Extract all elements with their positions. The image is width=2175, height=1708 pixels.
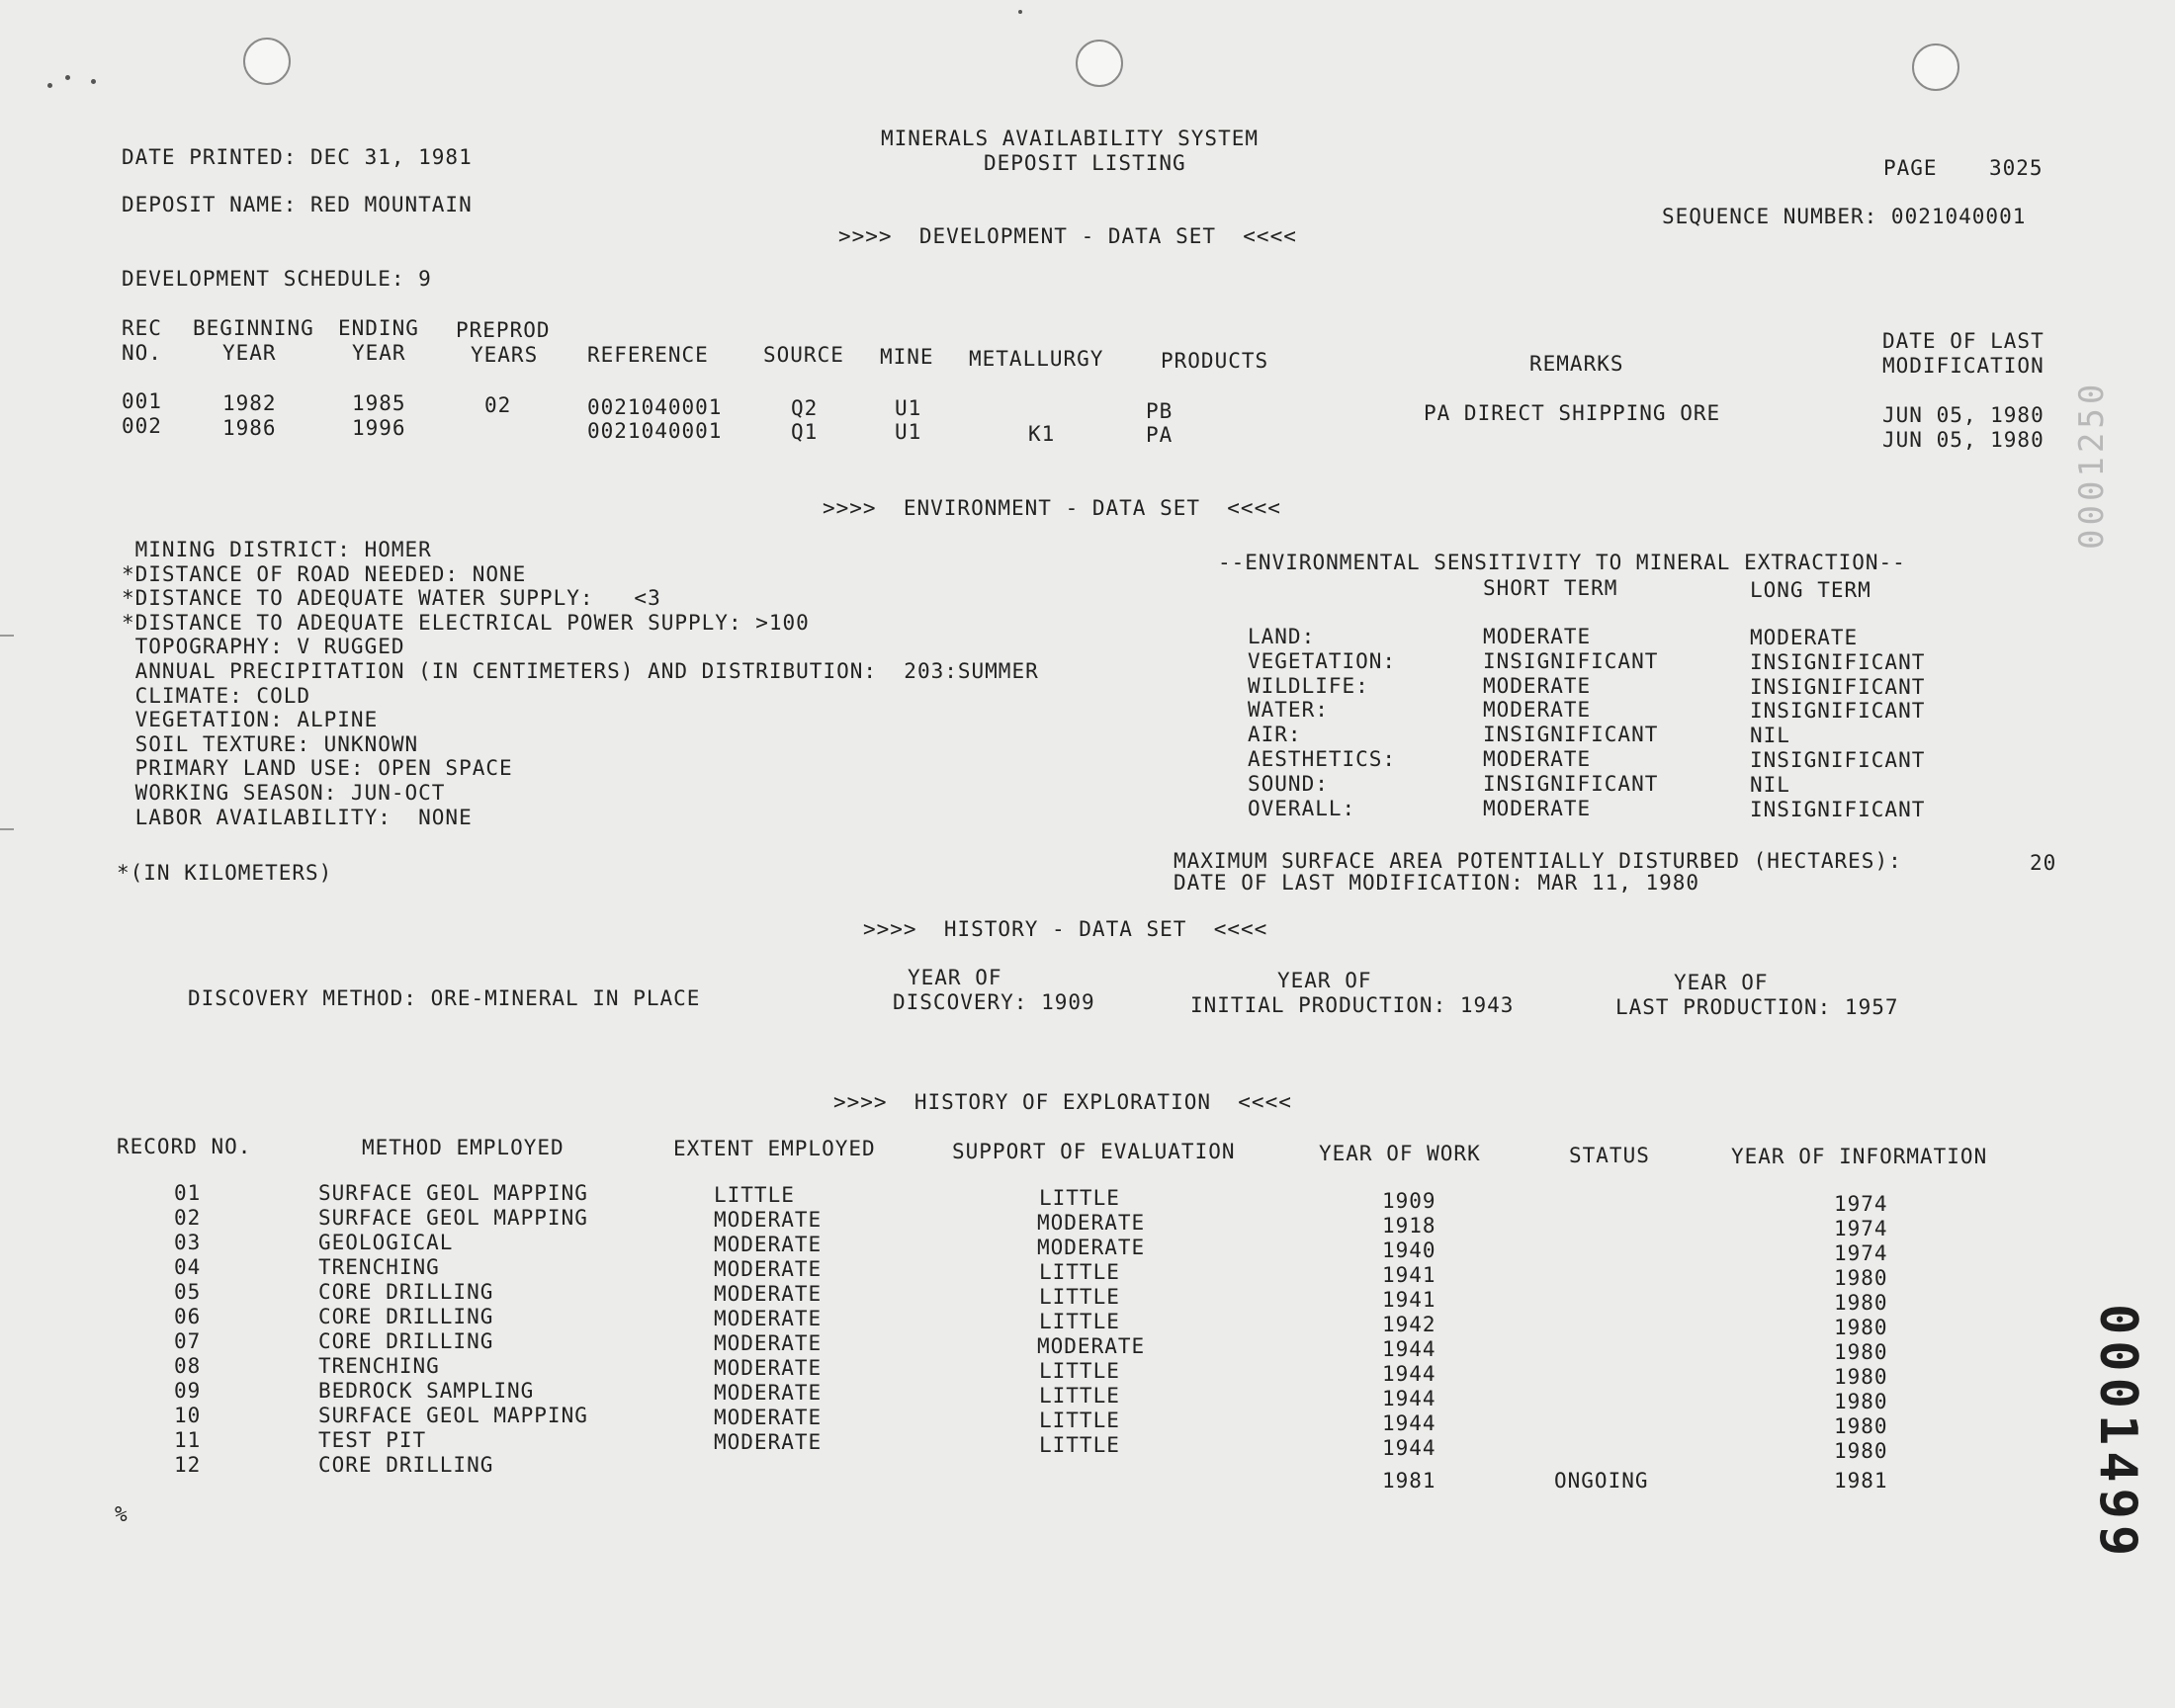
sensitivity-long-term: INSIGNIFICANT (1750, 748, 1926, 772)
sensitivity-short-term: INSIGNIFICANT (1483, 723, 1659, 747)
exploration-year-of-information: 1980 (1834, 1340, 1888, 1364)
dev-row-2-rec: 002 (122, 414, 162, 438)
sensitivity-short-term: MODERATE (1483, 698, 1592, 723)
sensitivity-short-term: MODERATE (1483, 747, 1592, 771)
environment-attribute-line: *DISTANCE OF ROAD NEEDED: NONE (122, 561, 527, 586)
exploration-method: CORE DRILLING (318, 1329, 494, 1353)
binder-hole-right (1912, 43, 1959, 91)
dev-header-begin: YEAR (222, 341, 277, 365)
dev-row-1-end: 1985 (352, 391, 406, 415)
sensitivity-long-term: NIL (1750, 724, 1790, 748)
dev-header-products: PRODUCTS (1161, 349, 1269, 373)
exploration-record-no: 05 (174, 1280, 202, 1304)
ink-speck (1018, 10, 1022, 14)
exploration-support: LITTLE (1039, 1359, 1120, 1383)
exploration-record-no: 01 (174, 1181, 202, 1205)
dev-row-1-modified: JUN 05, 1980 (1882, 403, 2044, 427)
sensitivity-factor: OVERALL: (1248, 796, 1356, 820)
environment-attribute-line: LABOR AVAILABILITY: NONE (122, 805, 473, 829)
exploration-year-of-information: 1980 (1834, 1390, 1888, 1413)
expl-header-support: SUPPORT OF EVALUATION (952, 1140, 1236, 1163)
exploration-year-of-work: 1944 (1382, 1436, 1436, 1460)
exploration-method: CORE DRILLING (318, 1453, 494, 1477)
sensitivity-short-term: MODERATE (1483, 673, 1592, 698)
expl-header-record-no: RECORD NO. (117, 1135, 252, 1158)
exploration-support: MODERATE (1037, 1236, 1146, 1259)
page-number: 3025 (1989, 156, 2044, 180)
sensitivity-factor: LAND: (1248, 625, 1316, 648)
dev-row-2-end: 1996 (352, 416, 406, 440)
environment-attribute-line: SOIL TEXTURE: UNKNOWN (122, 731, 419, 756)
dev-header-modified: MODIFICATION (1882, 354, 2044, 378)
exploration-method: TEST PIT (318, 1428, 427, 1452)
sensitivity-factor: VEGETATION: (1248, 648, 1397, 673)
exploration-method: BEDROCK SAMPLING (318, 1379, 535, 1403)
exploration-record-no: 06 (174, 1305, 202, 1328)
exploration-support: LITTLE (1039, 1433, 1120, 1457)
exploration-year-of-information: 1980 (1834, 1291, 1888, 1315)
exploration-extent: MODERATE (714, 1282, 823, 1306)
exploration-extent: MODERATE (714, 1257, 823, 1281)
dev-row-1-products: PB (1146, 399, 1174, 423)
exploration-year-of-work: 1944 (1382, 1337, 1436, 1361)
dev-header-preprod: YEARS (471, 343, 539, 367)
exploration-extent: LITTLE (714, 1183, 795, 1207)
sensitivity-short-term: MODERATE (1483, 796, 1592, 820)
last-production-year: LAST PRODUCTION: 1957 (1615, 995, 1899, 1019)
short-term-header: SHORT TERM (1483, 576, 1618, 600)
exploration-year-of-information: 1974 (1834, 1192, 1888, 1216)
exploration-method: SURFACE GEOL MAPPING (318, 1206, 588, 1230)
date-printed: DATE PRINTED: DEC 31, 1981 (122, 145, 473, 169)
exploration-method: TRENCHING (318, 1354, 440, 1378)
exploration-year-of-work: 1909 (1382, 1189, 1436, 1213)
dev-header-rec: REC (122, 316, 162, 340)
exploration-year-of-work: 1940 (1382, 1238, 1436, 1262)
dev-header-modified: DATE OF LAST (1882, 329, 2044, 353)
dev-header-end: ENDING (338, 316, 419, 340)
dev-row-2-reference: 0021040001 (587, 419, 723, 443)
sensitivity-factor: AESTHETICS: (1248, 747, 1397, 771)
dev-header-mine: MINE (880, 345, 934, 369)
environment-attribute-line: *DISTANCE TO ADEQUATE ELECTRICAL POWER SUPPLY: >100 (122, 610, 810, 635)
dev-row-1-begin: 1982 (222, 391, 277, 415)
long-term-header: LONG TERM (1750, 578, 1871, 602)
serial-number-stamp: 0001499 (2088, 1304, 2147, 1563)
dev-row-1-rec: 001 (122, 389, 162, 413)
sensitivity-short-term: INSIGNIFICANT (1483, 771, 1659, 796)
dev-header-begin: BEGINNING (193, 316, 314, 340)
dev-header-reference: REFERENCE (587, 343, 709, 367)
exploration-extent: MODERATE (714, 1307, 823, 1330)
dev-row-1-source: Q2 (791, 396, 819, 420)
sensitivity-short-term: MODERATE (1483, 625, 1592, 648)
ink-speck (47, 83, 52, 88)
development-section-title: >>>> DEVELOPMENT - DATA SET <<<< (838, 224, 1297, 248)
exploration-support: LITTLE (1039, 1285, 1120, 1309)
exploration-year-of-information: 1980 (1834, 1266, 1888, 1290)
exploration-method: SURFACE GEOL MAPPING (318, 1404, 588, 1427)
exploration-record-no: 11 (174, 1428, 202, 1452)
exploration-year-of-information: 1980 (1834, 1439, 1888, 1463)
max-area-value: 20 (2030, 851, 2057, 875)
exploration-extent: MODERATE (714, 1406, 823, 1429)
exploration-extent: MODERATE (714, 1331, 823, 1355)
page-edge-mark (0, 828, 14, 830)
dev-row-2-mine: U1 (895, 420, 922, 444)
exploration-record-no: 09 (174, 1379, 202, 1403)
sensitivity-long-term: INSIGNIFICANT (1750, 649, 1926, 674)
expl-header-year-work: YEAR OF WORK (1319, 1142, 1481, 1165)
dev-row-1-reference: 0021040001 (587, 395, 723, 419)
exploration-method: CORE DRILLING (318, 1280, 494, 1304)
kilometers-footnote: *(IN KILOMETERS) (117, 861, 333, 885)
discovery-method: DISCOVERY METHOD: ORE-MINERAL IN PLACE (188, 986, 701, 1010)
exploration-year-of-work: 1944 (1382, 1387, 1436, 1410)
exploration-method: SURFACE GEOL MAPPING (318, 1181, 588, 1205)
exploration-support: LITTLE (1039, 1384, 1120, 1408)
exploration-year-of-work: 1944 (1382, 1362, 1436, 1386)
dev-row-2-metallurgy: K1 (1028, 422, 1056, 446)
page-edge-mark (0, 635, 14, 637)
dev-header-metallurgy: METALLURGY (969, 347, 1104, 371)
exploration-status: ONGOING (1554, 1469, 1649, 1493)
environment-attribute-line: CLIMATE: COLD (122, 683, 311, 708)
sequence-number: SEQUENCE NUMBER: 0021040001 (1662, 205, 2027, 228)
page-label: PAGE (1883, 156, 1938, 180)
initial-production-year: INITIAL PRODUCTION: 1943 (1190, 993, 1515, 1017)
sensitivity-long-term: MODERATE (1750, 626, 1859, 649)
exploration-record-no: 03 (174, 1231, 202, 1254)
sensitivity-long-term: INSIGNIFICANT (1750, 699, 1926, 724)
deposit-name: DEPOSIT NAME: RED MOUNTAIN (122, 193, 473, 216)
expl-header-method: METHOD EMPLOYED (362, 1136, 565, 1159)
environment-attribute-line: *DISTANCE TO ADEQUATE WATER SUPPLY: <3 (122, 586, 661, 611)
exploration-support: LITTLE (1039, 1409, 1120, 1432)
environment-attribute-line: VEGETATION: ALPINE (122, 708, 379, 732)
environment-attribute-line: PRIMARY LAND USE: OPEN SPACE (122, 756, 513, 781)
exploration-year-of-information: 1980 (1834, 1316, 1888, 1339)
dev-header-remarks: REMARKS (1529, 352, 1624, 376)
dev-row-1-mine: U1 (895, 396, 922, 420)
exploration-year-of-work: 1941 (1382, 1263, 1436, 1287)
exploration-year-of-information: 1974 (1834, 1241, 1888, 1265)
exploration-extent: MODERATE (714, 1381, 823, 1405)
exploration-support: LITTLE (1039, 1310, 1120, 1333)
environment-attribute-line: ANNUAL PRECIPITATION (IN CENTIMETERS) AND DISTRIBUTION: 203:SUMMER (122, 659, 1039, 683)
dev-row-1-remarks: PA DIRECT SHIPPING ORE (1424, 401, 1721, 425)
exploration-year-of-information: 1980 (1834, 1414, 1888, 1438)
environment-section-title: >>>> ENVIRONMENT - DATA SET <<<< (823, 496, 1281, 520)
sensitivity-factor: WATER: (1248, 698, 1329, 723)
exploration-year-of-information: 1981 (1834, 1469, 1888, 1493)
dev-row-2-products: PA (1146, 423, 1174, 447)
exploration-support: LITTLE (1039, 1186, 1120, 1210)
exploration-year-of-work: 1944 (1382, 1411, 1436, 1435)
exploration-year-of-work: 1981 (1382, 1469, 1436, 1493)
listing-title: DEPOSIT LISTING (984, 151, 1186, 175)
environment-attribute-line: WORKING SEASON: JUN-OCT (122, 781, 446, 805)
exploration-record-no: 04 (174, 1255, 202, 1279)
exploration-method: TRENCHING (318, 1255, 440, 1279)
exploration-year-of-work: 1941 (1382, 1288, 1436, 1312)
exploration-year-of-information: 1974 (1834, 1217, 1888, 1240)
sensitivity-factor: SOUND: (1248, 771, 1329, 796)
system-title: MINERALS AVAILABILITY SYSTEM (881, 127, 1260, 150)
exploration-method: CORE DRILLING (318, 1305, 494, 1328)
dev-header-end: YEAR (352, 341, 406, 365)
development-schedule: DEVELOPMENT SCHEDULE: 9 (122, 267, 432, 291)
exploration-record-no: 12 (174, 1453, 202, 1477)
exploration-support: MODERATE (1037, 1211, 1146, 1235)
exploration-extent: MODERATE (714, 1430, 823, 1454)
expl-header-extent: EXTENT EMPLOYED (673, 1137, 876, 1160)
discovery-year: DISCOVERY: 1909 (893, 990, 1095, 1014)
history-section-title: >>>> HISTORY - DATA SET <<<< (863, 917, 1268, 941)
max-area-label: MAXIMUM SURFACE AREA POTENTIALLY DISTURBED (HECTARES): (1174, 849, 1902, 873)
environment-last-modification: DATE OF LAST MODIFICATION: MAR 11, 1980 (1174, 871, 1700, 895)
dev-header-rec: NO. (122, 341, 162, 365)
environment-attribute-line: TOPOGRAPHY: V RUGGED (122, 635, 405, 659)
footer-mark: % (115, 1502, 129, 1526)
exploration-year-of-work: 1918 (1382, 1214, 1436, 1238)
exploration-record-no: 10 (174, 1404, 202, 1427)
ink-speck (91, 79, 96, 84)
binder-hole-left (243, 38, 291, 85)
dev-row-2-modified: JUN 05, 1980 (1882, 428, 2044, 452)
exploration-year-of-work: 1942 (1382, 1313, 1436, 1336)
sensitivity-long-term: INSIGNIFICANT (1750, 674, 1926, 699)
dev-header-preprod: PREPROD (456, 318, 551, 342)
exploration-extent: MODERATE (714, 1356, 823, 1380)
exploration-section-title: >>>> HISTORY OF EXPLORATION <<<< (833, 1090, 1292, 1114)
sensitivity-long-term: NIL (1750, 772, 1790, 797)
year-of-label: YEAR OF (1674, 971, 1769, 994)
sensitivity-long-term: INSIGNIFICANT (1750, 797, 1926, 821)
sensitivity-factor: AIR: (1248, 723, 1302, 747)
exploration-support: LITTLE (1039, 1260, 1120, 1284)
exploration-extent: MODERATE (714, 1208, 823, 1232)
exploration-record-no: 07 (174, 1329, 202, 1353)
binder-hole-center (1076, 40, 1123, 87)
ink-speck (65, 75, 70, 80)
expl-header-status: STATUS (1569, 1144, 1650, 1167)
dev-row-2-source: Q1 (791, 420, 819, 444)
year-of-label: YEAR OF (908, 966, 1002, 989)
sensitivity-short-term: INSIGNIFICANT (1483, 648, 1659, 673)
sensitivity-title: --ENVIRONMENTAL SENSITIVITY TO MINERAL EXTRACTION-- (1218, 551, 1906, 574)
faint-serial-stamp: 0001250 (2072, 380, 2112, 550)
year-of-label: YEAR OF (1277, 969, 1372, 992)
environment-attribute-line: MINING DISTRICT: HOMER (122, 538, 432, 561)
dev-header-source: SOURCE (763, 343, 844, 367)
exploration-record-no: 08 (174, 1354, 202, 1378)
exploration-method: GEOLOGICAL (318, 1231, 454, 1254)
exploration-extent: MODERATE (714, 1233, 823, 1256)
dev-row-2-begin: 1986 (222, 416, 277, 440)
dev-row-1-preprod: 02 (484, 393, 512, 417)
expl-header-year-info: YEAR OF INFORMATION (1731, 1145, 1988, 1168)
exploration-year-of-information: 1980 (1834, 1365, 1888, 1389)
exploration-record-no: 02 (174, 1206, 202, 1230)
sensitivity-factor: WILDLIFE: (1248, 673, 1369, 698)
exploration-support: MODERATE (1037, 1334, 1146, 1358)
